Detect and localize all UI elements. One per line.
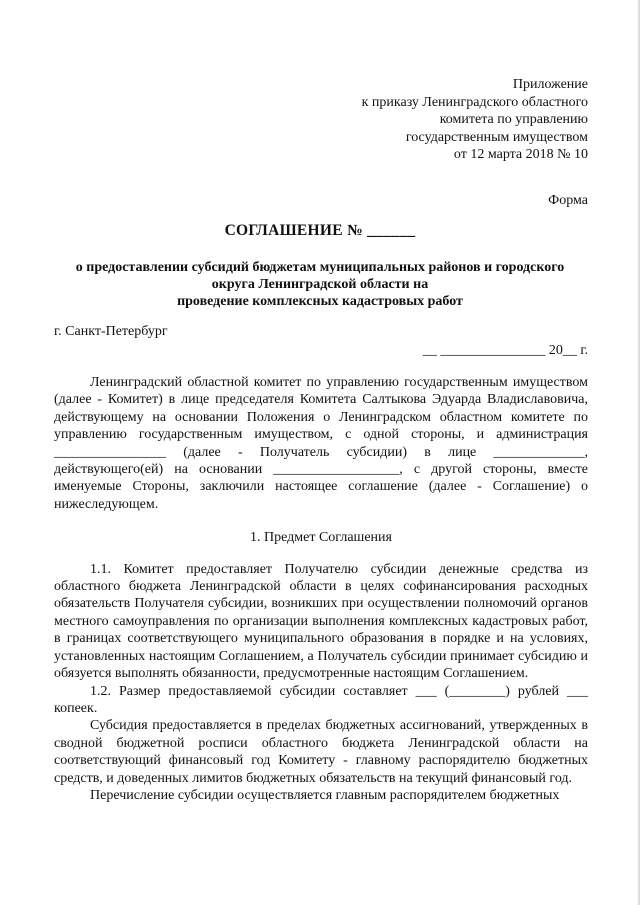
appendix-line: от 12 марта 2018 № 10 <box>453 147 588 162</box>
paragraph-1-1: 1.1. Комитет предоставляет Получателю субсидии денежные средства из областного бюджета Ленинградской области в целях софинансирования расходных обязательств Получателя субсидии, возникших при осуществлении полномочий органов местного самоуправления по организации выполнения комплексных кадастровых работ, в границах соответствующего муниципального образования в порядке и на условиях, установленных настоящим Соглашением, а Получатель субсидии принимает субсидию и обязуется выполнять обязанности, предусмотренные настоящим Соглашением. <box>54 561 588 682</box>
transfer-paragraph: Перечисление субсидии осуществляется главным распорядителем бюджетных <box>90 787 560 803</box>
subsidy-paragraph: Субсидия предоставляется в пределах бюджетных ассигнований, утвержденных в сводной бюджетной росписи областного бюджета Ленинградской области на соответствующий финансовый год Комитету - главному распорядителю бюджетных средств, и доведенных лимитов бюджетных обязательств на текущий финансовый год. <box>54 718 588 786</box>
appendix-header <box>362 76 588 164</box>
document-body <box>54 374 588 804</box>
subtitle-line: проведение комплексных кадастровых работ <box>177 294 463 309</box>
subtitle-line: о предоставлении субсидий бюджетам муниципальных районов и городского <box>75 260 565 275</box>
date-field: __ _______________ 20__ г. <box>422 343 588 358</box>
appendix-line: комитета по управлению <box>439 112 588 127</box>
subtitle-line: округа Ленинградской области на <box>211 277 429 292</box>
appendix-line: Приложение <box>512 77 588 92</box>
preamble-paragraph: Ленинградский областной комитет по управлению государственным имуществом (далее - Комитет) в лице председателя Комитета Салтыкова Эдуарда Владиславовича, действующему на основании Положения о Ленинградском областном комитете по управлению государственным имуществом, с одной стороны, и администрация ________________ (далее - Получатель субсидии) в лице _____________, действующего(ей) на основании __________________, с другой стороны, вместе именуемые Стороны, заключили настоящее соглашение (далее - Соглашение) о нижеследующем. <box>54 375 588 512</box>
document-subtitle <box>40 259 600 310</box>
document-title: СОГЛАШЕНИЕ № ______ <box>224 222 416 239</box>
section-heading: 1. Предмет Соглашения <box>250 530 392 546</box>
form-label: Форма <box>548 193 588 208</box>
appendix-line: к приказу Ленинградского областного <box>361 94 588 110</box>
appendix-line: государственным имуществом <box>405 129 588 145</box>
paragraph-1-2: 1.2. Размер предоставляемой субсидии составляет ___ (________) рублей ___ копеек. <box>54 683 588 716</box>
city-label: г. Санкт-Петербург <box>54 324 168 339</box>
